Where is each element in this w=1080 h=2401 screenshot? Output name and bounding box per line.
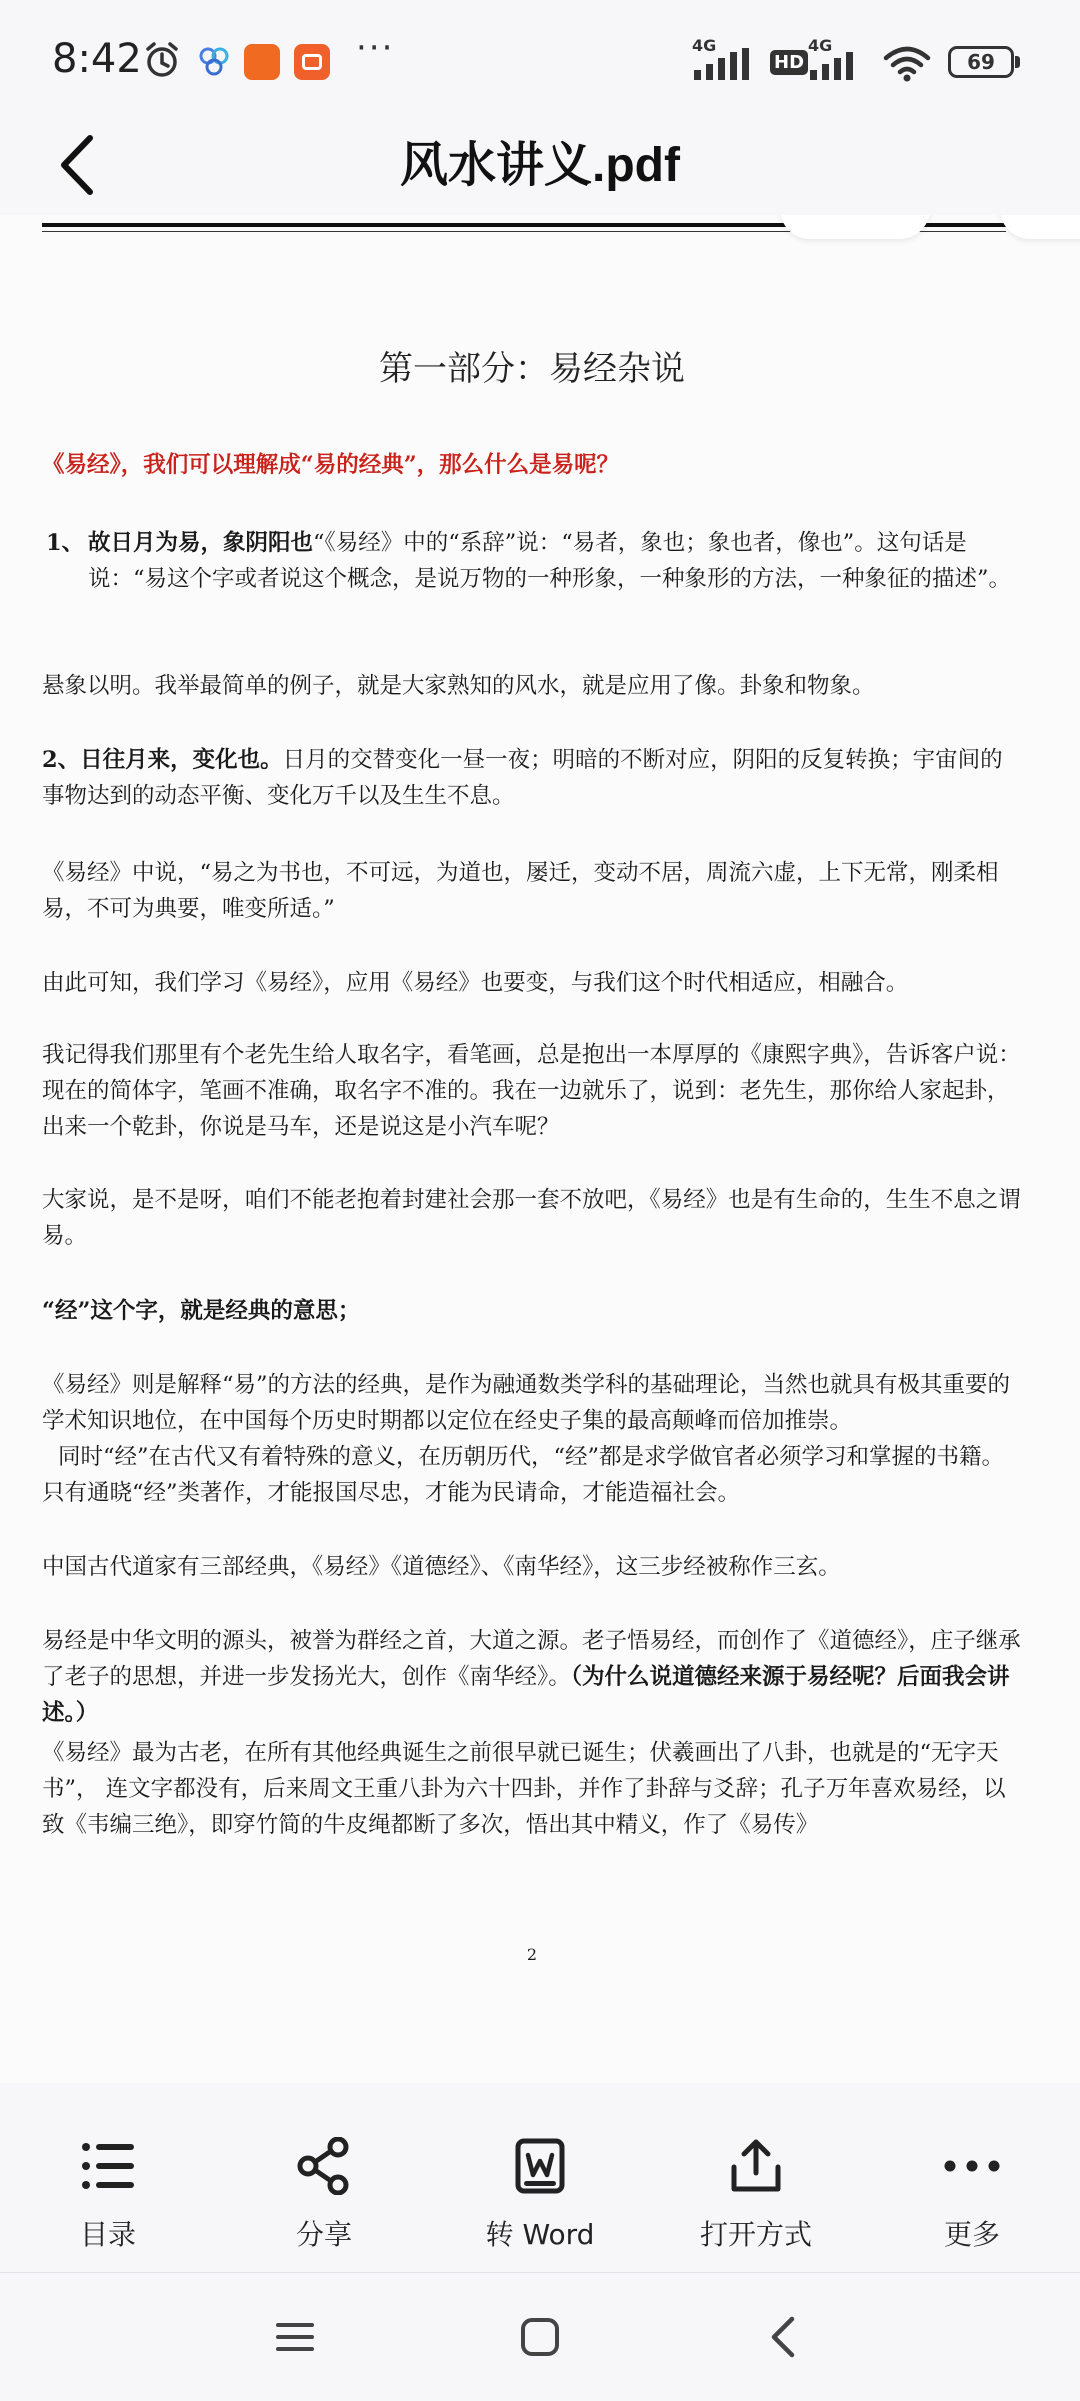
paragraph-yuantou-bold: （为什么说道德经来源于易经呢？后面我会讲述。）	[42, 1664, 1010, 1726]
toolbar-open-with-label: 打开方式	[699, 2218, 812, 2251]
network-label-2: 4G	[808, 36, 833, 55]
paragraph-tongshi: 同时“经”在古代又有着特殊的意义，在历朝历代，“经”都是求学做官者必须学习和掌握的书籍。只有通晓“经”类著作，才能报国尽忠，才能为民请命，才能造福社会。	[42, 1444, 1005, 1506]
open-with-icon	[726, 2137, 786, 2195]
paragraph-youcikezhi: 由此可知，我们学习《易经》，应用《易经》也要变，与我们这个时代相适应，相融合。	[42, 970, 909, 996]
home-icon[interactable]	[518, 2315, 562, 2359]
toolbar-more-button[interactable]	[872, 2137, 1072, 2253]
toolbar-word-button[interactable]	[440, 2137, 640, 2253]
list-icon	[78, 2137, 138, 2195]
toolbar-share-label: 分享	[295, 2218, 352, 2251]
scroll-overlay-shadow-2	[1000, 215, 1080, 239]
paragraph-jing: “经”这个字，就是经典的意思；	[42, 1298, 361, 1324]
paragraph-xuanxiang: 悬象以明。我举最简单的例子，就是大家熟知的风水，就是应用了像。卦象和物象。	[42, 673, 875, 699]
network-label-1: 4G	[692, 36, 717, 55]
paragraph-yuantou	[42, 1623, 1022, 1731]
item-1-bold: 故日月为易，象阴阳也	[88, 530, 314, 556]
toolbar-share-button[interactable]	[224, 2137, 424, 2253]
item-2-text: 日月的交替变化一昼一夜；明暗的不断对应，阴阳的反复转换；宇宙间的事物达到的动态平衡、变化万千以及生生不息。	[42, 747, 1003, 809]
page-number: 2	[526, 1945, 538, 1964]
item-2-bold: 2、日往月来，变化也。	[42, 747, 283, 773]
status-bar	[0, 0, 1080, 120]
nav-back-icon[interactable]	[764, 2313, 804, 2361]
section-heading: 第一部分：易经杂说	[379, 349, 685, 389]
paragraph-dajiashuo: 大家说，是不是呀，咱们不能老抱着封建社会那一套不放吧，《易经》也是有生命的，生生不息之谓易。	[42, 1187, 1021, 1249]
item-1-number: 1、	[46, 530, 85, 556]
bottom-toolbar	[0, 2125, 1080, 2275]
item-1	[42, 525, 1022, 597]
scroll-overlay-shadow	[780, 215, 930, 239]
battery-tip	[1015, 56, 1020, 68]
wifi-icon	[882, 44, 932, 82]
signal-icon-1	[692, 48, 758, 80]
status-time: 8:42	[52, 36, 142, 82]
battery-icon	[948, 46, 1014, 78]
app-notification-icon	[196, 46, 232, 78]
more-notifications-icon: ···	[356, 28, 395, 68]
toolbar-toc-button[interactable]	[8, 2137, 208, 2253]
system-navigation-bar	[0, 2272, 1080, 2401]
paragraph-sanbu: 中国古代道家有三部经典，《易经》《道德经》、《南华经》，这三步经被称作三玄。	[42, 1554, 841, 1580]
paragraph-laoxiansheng: 我记得我们那里有个老先生给人取名字，看笔画，总是抱出一本厚厚的《康熙字典》，告诉客户说：现在的简体字，笔画不准确，取名字不准的。我在一边就乐了，说到：老先生，那你给人家起卦，出来一个乾卦，你说是马车，还是说这是小汽车呢？	[42, 1042, 1021, 1140]
word-icon	[510, 2137, 570, 2195]
toolbar-more-label: 更多	[943, 2218, 1000, 2251]
document-title: 风水讲义.pdf	[400, 139, 680, 192]
intro-question: 《易经》，我们可以理解成“易的经典”，那么什么是易呢？	[42, 452, 620, 478]
toolbar-toc-label: 目录	[79, 2218, 136, 2251]
toolbar-open-with-button[interactable]	[656, 2137, 856, 2253]
battery-level: 69	[967, 50, 995, 74]
pdf-page[interactable]	[0, 215, 1080, 2083]
item-1-text: “《易经》中的“系辞”说：“易者，象也；象也者，像也”。这句话是说：“易这个字或者说这个概念，是说万物的一种形象，一种象形的方法，一种象征的描述”。	[88, 530, 1012, 592]
toolbar-word-label: 转 Word	[485, 2218, 595, 2251]
paragraph-gulao: 《易经》最为古老，在所有其他经典诞生之前很早就已诞生；伏羲画出了八卦，也就是的“无字天书”， 连文字都没有，后来周文王重八卦为六十四卦，并作了卦辞与爻辞；孔子万年喜欢易经，以致《韦编三绝》，即穿竹简的牛皮绳都断了多次，悟出其中精义，作了《易传》	[42, 1740, 1006, 1838]
app-bar	[0, 120, 1080, 215]
paragraph-yizhiweishu: 《易经》中说，“易之为书也，不可远，为道也，屡迁，变动不居，周流六虚，上下无常，刚柔相易，不可为典要，唯变所适。”	[42, 860, 999, 922]
share-icon	[294, 2137, 354, 2195]
video-app-icon	[294, 44, 330, 80]
paragraph-jiedu: 《易经》则是解释“易”的方法的经典，是作为融通数类学科的基础理论，当然也就具有极其重要的学术知识地位，在中国每个历史时期都以定位在经史子集的最高颠峰而倍加推崇。	[42, 1372, 1011, 1434]
signal-icon-2	[808, 48, 868, 80]
more-icon	[942, 2137, 1002, 2195]
hd-badge: HD	[770, 50, 808, 75]
paragraph-yuantou-text: 易经是中华文明的源头，被誉为群经之首，大道之源。老子悟易经，而创作了《道德经》，庄子继承了老子的思想，并进一步发扬光大，创作《南华经》。	[42, 1628, 1021, 1690]
item-2	[42, 742, 1022, 814]
shopping-app-icon	[244, 44, 280, 80]
recent-apps-icon[interactable]	[270, 2317, 320, 2357]
alarm-icon	[142, 40, 182, 80]
